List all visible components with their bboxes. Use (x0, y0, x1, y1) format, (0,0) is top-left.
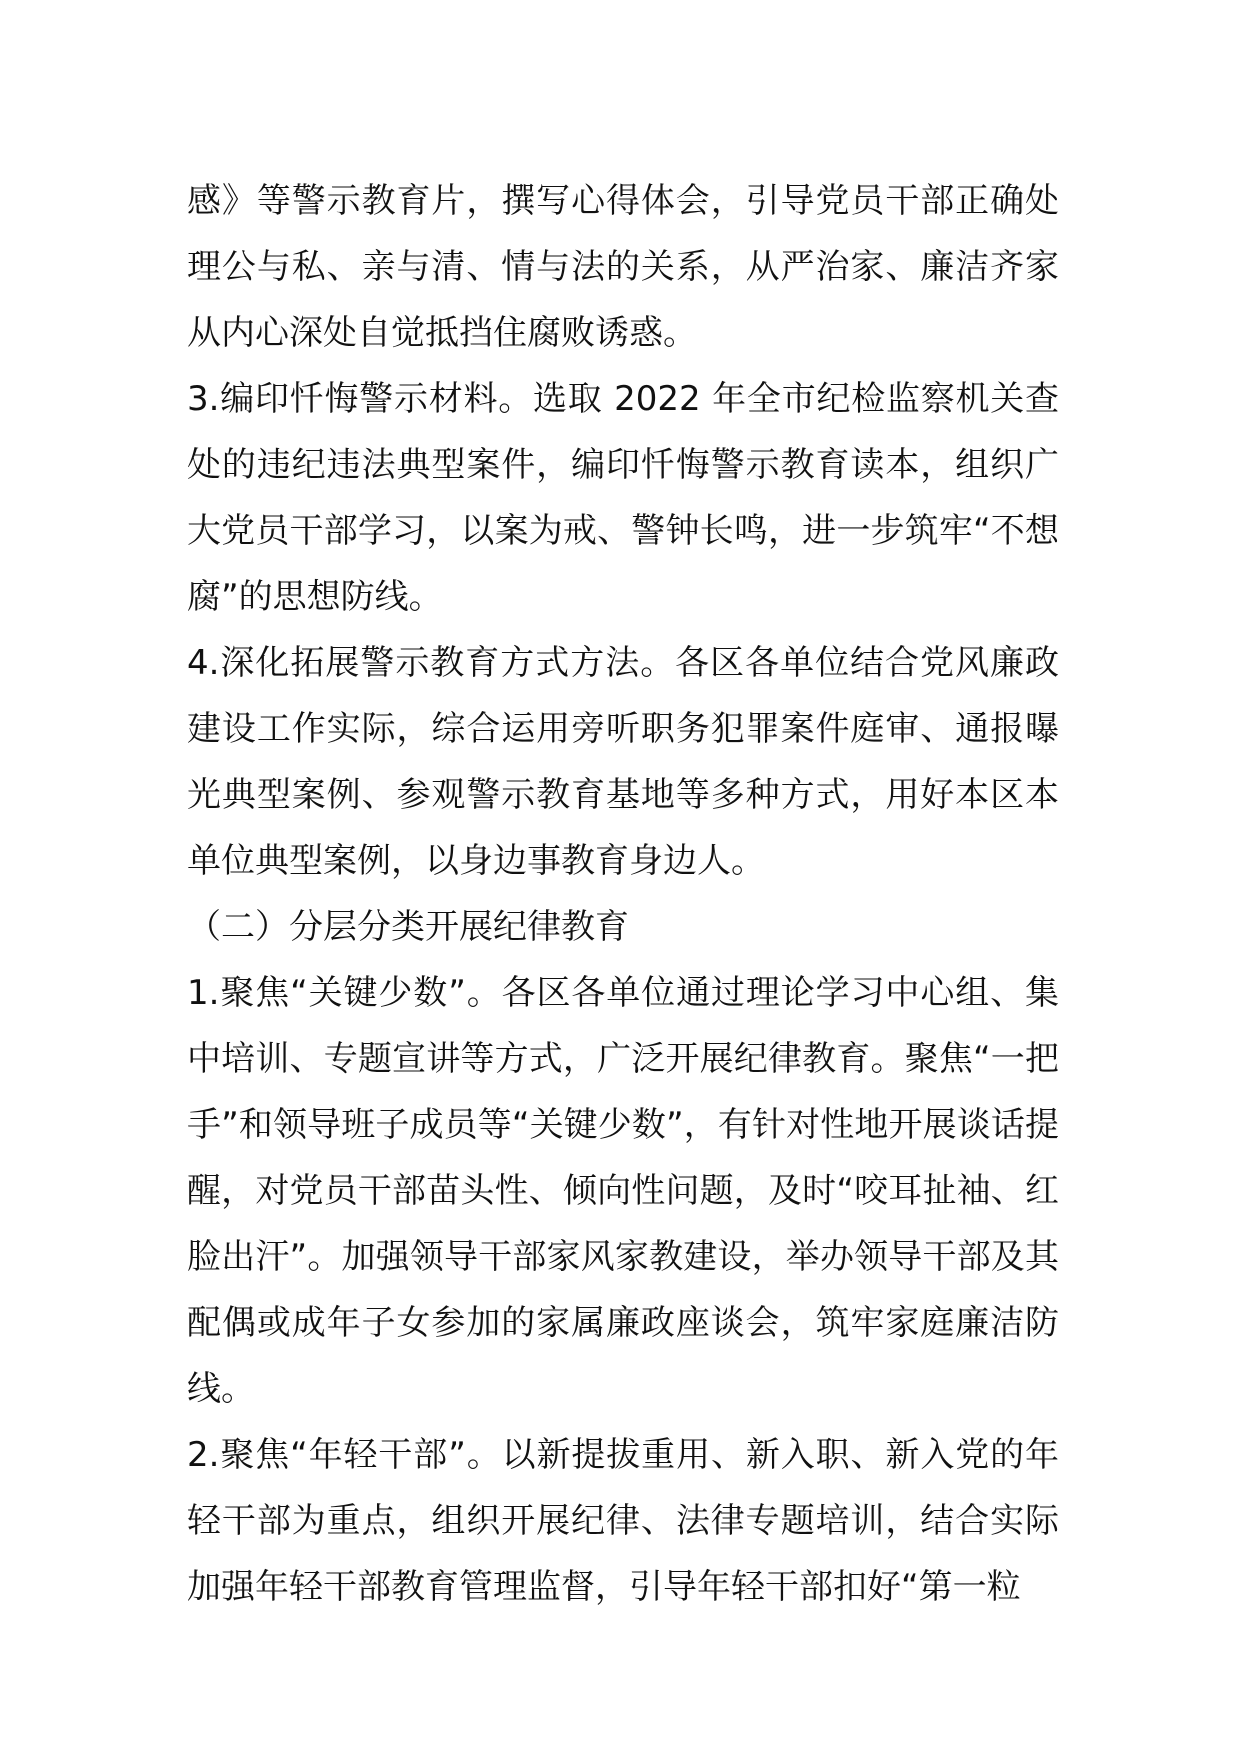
document-page (187, 168, 1059, 1620)
paragraph-warning-methods: 4.深化拓展警示教育方式方法。各区各单位结合党风廉政建设工作实际，综合运用旁听职务犯罪案件庭审、通报曝光典型案例、参观警示教育基地等多种方式，用好本区本单位典型案例，以身边事教育身边人。 (187, 643, 1059, 881)
paragraph-confession-materials: 3.编印忏悔警示材料。选取 2022 年全市纪检监察机关查处的违纪违法典型案件，编印忏悔警示教育读本，组织广大党员干部学习，以案为戒、警钟长鸣，进一步筑牢“不想腐”的思想防线。 (187, 379, 1059, 617)
paragraph-young-cadres: 2.聚焦“年轻干部”。以新提拔重用、新入职、新入党的年轻干部为重点，组织开展纪律、法律专题培训，结合实际加强年轻干部教育管理监督，引导年轻干部扣好“第一粒 (187, 1435, 1059, 1607)
paragraph-key-minority: 1.聚焦“关键少数”。各区各单位通过理论学习中心组、集中培训、专题宣讲等方式，广泛开展纪律教育。聚焦“一把手”和领导班子成员等“关键少数”，有针对性地开展谈话提醒，对党员干部苗头性、倾向性问题，及时“咬耳扯袖、红脸出汗”。加强领导干部家风家教建设，举办领导干部及其配偶或成年子女参加的家属廉政座谈会，筑牢家庭廉洁防线。 (187, 973, 1059, 1409)
section-heading-discipline-education: （二）分层分类开展纪律教育 (187, 907, 629, 947)
paragraph-warning-films: 感》等警示教育片，撰写心得体会，引导党员干部正确处理公与私、亲与清、情与法的关系，从严治家、廉洁齐家从内心深处自觉抵挡住腐败诱惑。 (187, 181, 1059, 353)
